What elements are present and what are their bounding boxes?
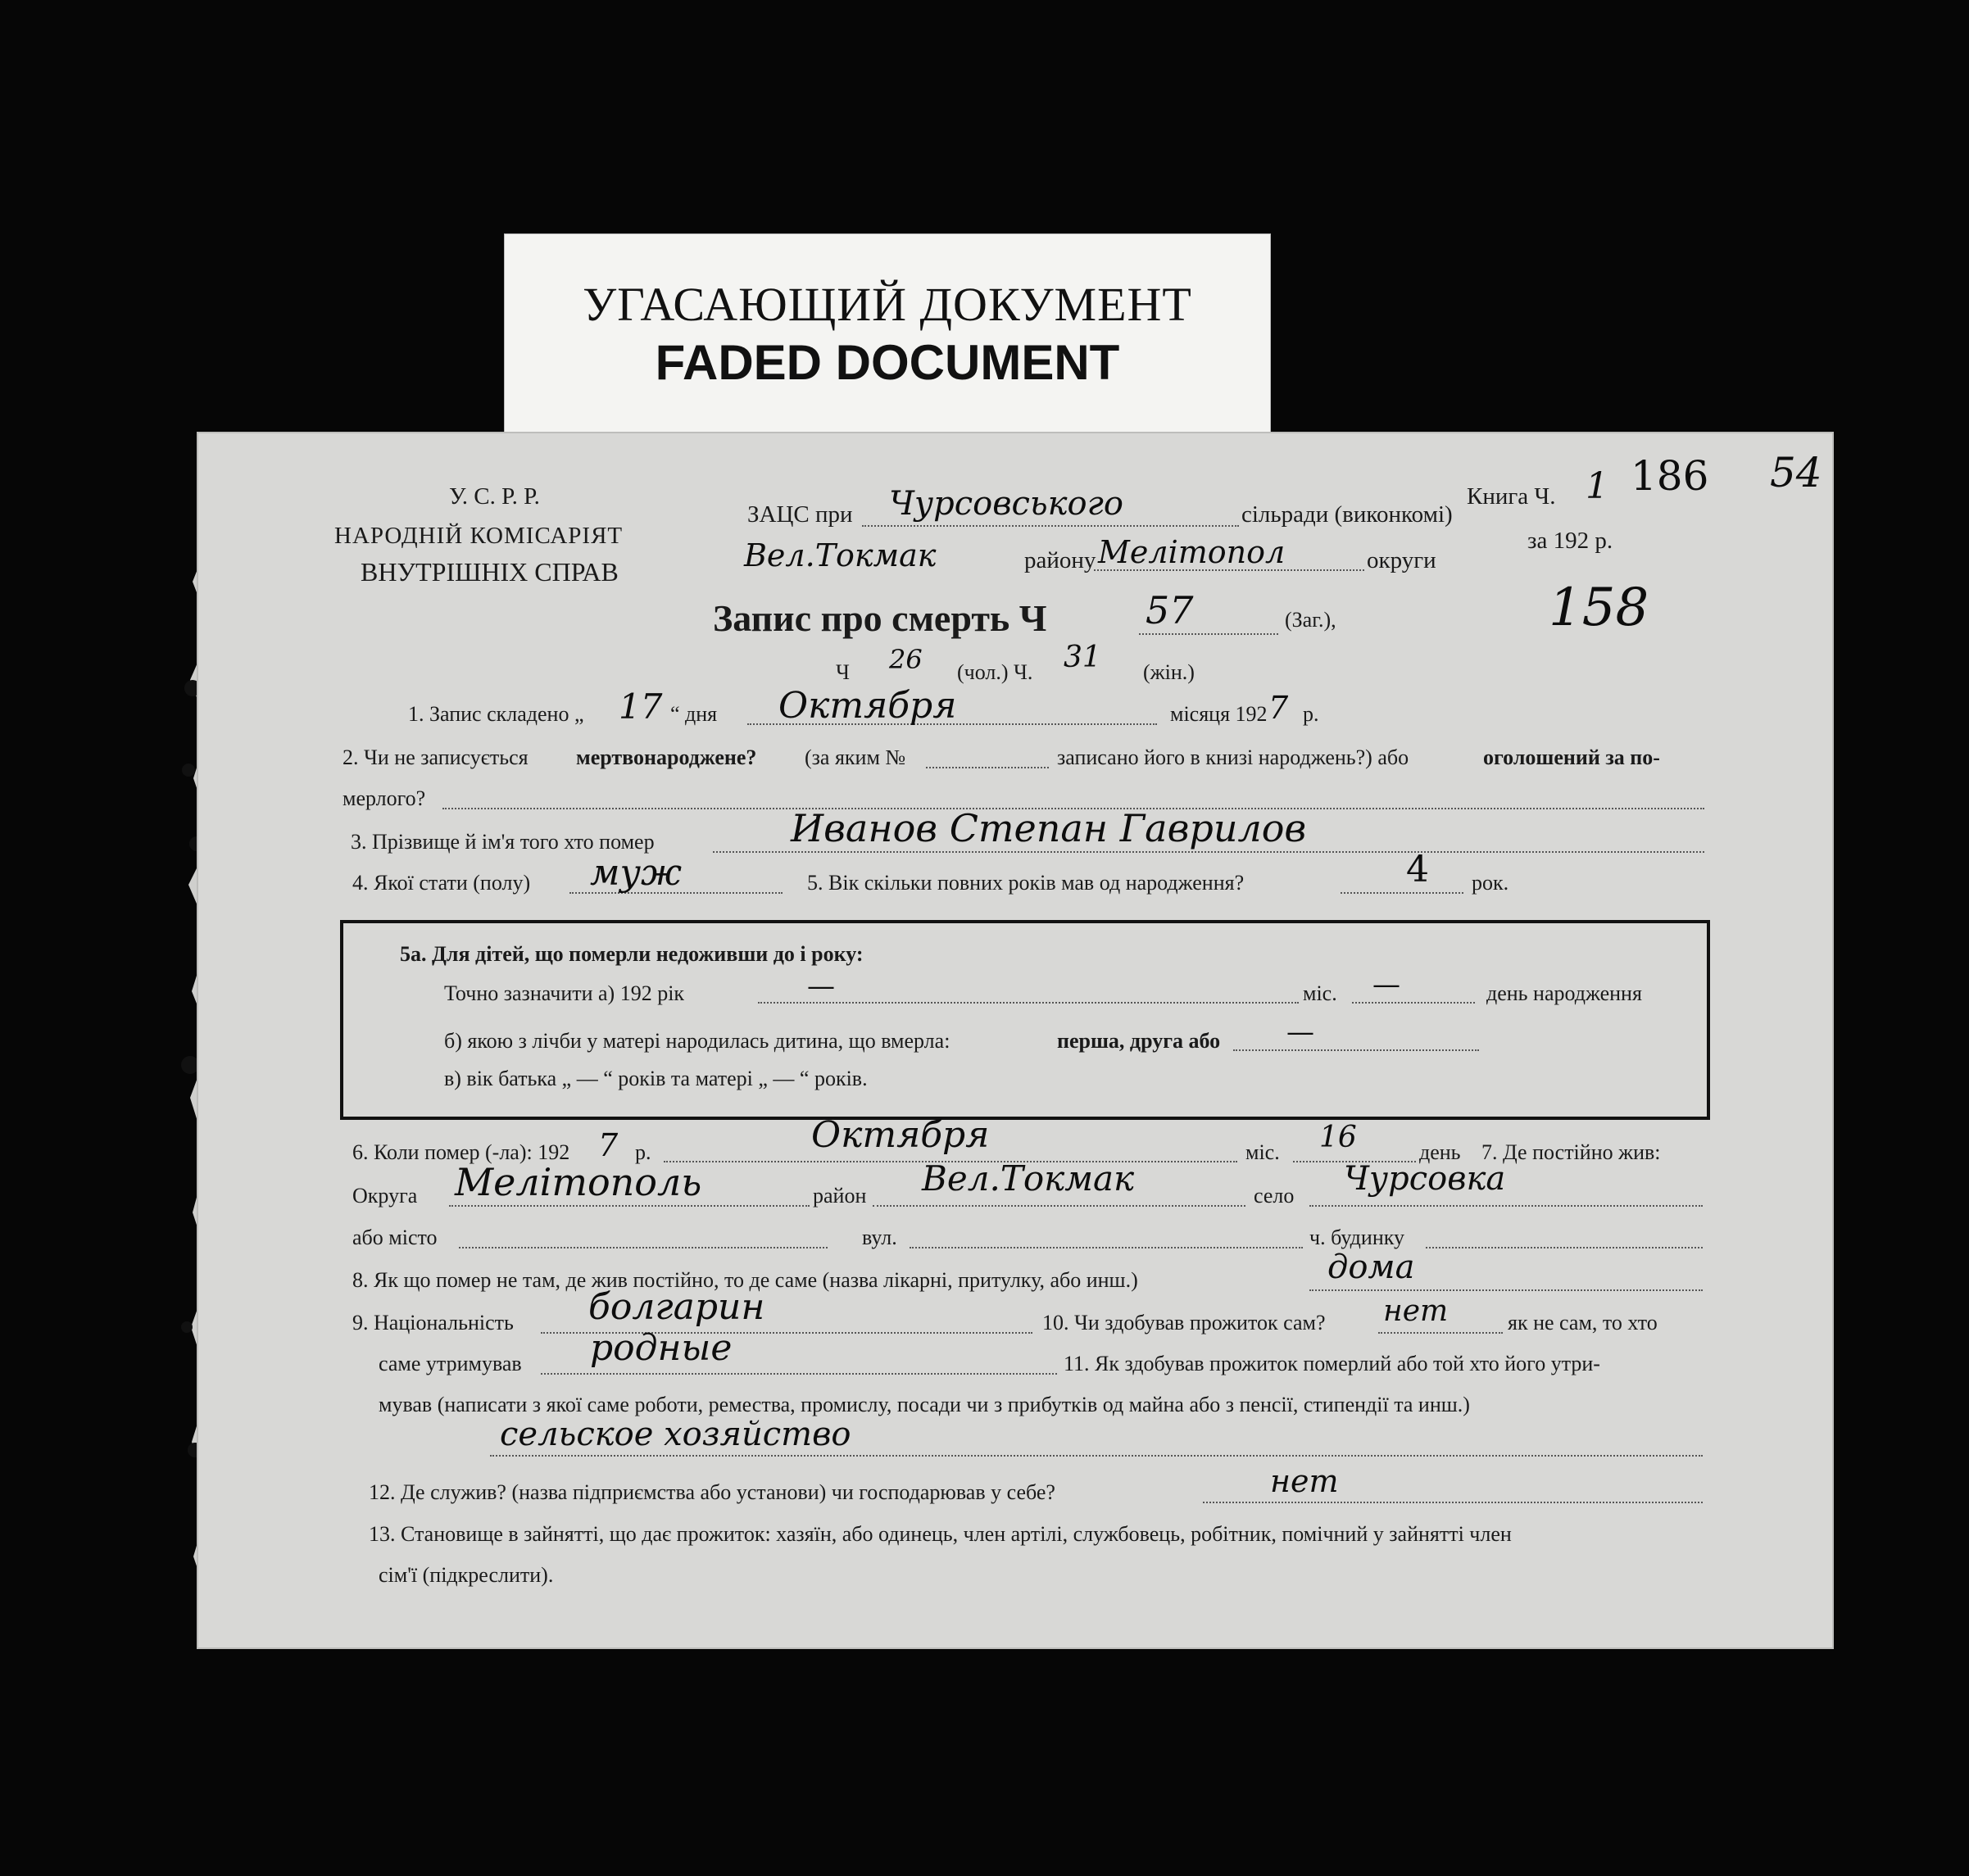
field-10-label: 10. Чи здобував прожиток сам? <box>1042 1311 1326 1334</box>
field-5-value: 4 <box>1406 849 1429 890</box>
field-9-label: 9. Національність <box>352 1311 514 1334</box>
silrady-label: сільради (виконкомі) <box>1241 501 1453 528</box>
field-1-year-suffix: р. <box>1303 702 1319 726</box>
field-12-line <box>1203 1501 1703 1503</box>
field-3-line <box>713 850 1704 853</box>
raion-value: Вел.Токмак <box>744 537 937 573</box>
header-ussr: У. С. Р. Р. <box>449 483 540 510</box>
faded-document-label <box>504 233 1271 440</box>
infant-section-heading: 5а. Для дітей, що померли недоживши до і року: <box>400 942 864 966</box>
field-2-label: 2. Чи не записується <box>343 745 529 769</box>
infant-birth-order: перша, друга або <box>1057 1029 1221 1053</box>
field-5-line <box>1341 891 1463 894</box>
zags-line <box>862 524 1239 527</box>
field-10-support-value: родные <box>590 1327 733 1369</box>
field-3-label: 3. Прізвище й ім'я того хто помер <box>351 830 655 854</box>
field-10-who-label: як не сам, то хто <box>1508 1311 1658 1334</box>
form-title: Запис про смерть Ч <box>713 597 1047 639</box>
field-4-label: 4. Якої стати (полу) <box>352 871 531 895</box>
title-suffix: (Заг.), <box>1285 608 1336 632</box>
infant-birth-label: день народження <box>1486 981 1642 1005</box>
field-10-support-label: саме утримував <box>379 1352 522 1375</box>
field-11-line <box>490 1454 1703 1457</box>
zags-value: Чурсовського <box>889 485 1123 523</box>
raion-line-7 <box>873 1204 1245 1207</box>
raion-label-7: район <box>813 1184 867 1208</box>
field-1-month: Октября <box>778 685 957 727</box>
field-6-year-suffix: р. <box>635 1140 651 1164</box>
infant-line-2-dots <box>1233 1049 1479 1051</box>
street-label: вул. <box>862 1226 897 1249</box>
female-count: 31 <box>1064 641 1101 674</box>
book-value: 1 <box>1586 465 1608 507</box>
header-commissariat: НАРОДНІЙ КОМІСАРІЯТ <box>334 523 624 549</box>
field-6-month: Октября <box>811 1114 990 1156</box>
book-label: Книга Ч. <box>1467 483 1556 510</box>
record-number: 57 <box>1146 588 1194 632</box>
field-7-label: 7. Де постійно жив: <box>1481 1140 1661 1164</box>
field-12-label: 12. Де служив? (назва підприємства або установи) чи господарював у себе? <box>369 1480 1055 1504</box>
okrug-label: округи <box>1367 547 1436 573</box>
field-6-month-label: міс. <box>1245 1140 1280 1164</box>
okruga-line <box>449 1204 810 1207</box>
male-suffix: (чол.) Ч. <box>957 660 1033 684</box>
raion-label: району <box>1024 547 1096 573</box>
field-8-label: 8. Як що помер не там, де жив постійно, то де саме (назва лікарні, притулку, або инш.) <box>352 1268 1138 1292</box>
record-number-line <box>1139 632 1278 635</box>
house-line <box>1426 1246 1703 1248</box>
infant-order-value: — <box>1286 1016 1314 1049</box>
field-1-year-label: місяця 192 <box>1170 702 1268 726</box>
field-2-number: (за яким № <box>805 745 906 769</box>
field-2-announced: оголошений за по- <box>1483 745 1660 769</box>
label-russian: УГАСАЮЩИЙ ДОКУМЕНТ <box>583 278 1192 331</box>
field-12-value: нет <box>1270 1463 1339 1499</box>
field-6-year: 7 <box>598 1127 619 1163</box>
field-1-year: 7 <box>1268 690 1289 726</box>
year-label: за 192 р. <box>1527 528 1613 554</box>
field-5-label: 5. Вік скільки повних років мав од народження? <box>807 871 1245 895</box>
selo-line <box>1309 1204 1703 1207</box>
corner-mark: 54 <box>1770 449 1822 496</box>
okruga-label: Округа <box>352 1184 418 1208</box>
field-8-line <box>1309 1289 1703 1291</box>
field-6-label: 6. Коли помер (-ла): 192 <box>352 1140 570 1164</box>
street-line <box>910 1246 1303 1248</box>
header-internal-affairs: ВНУТРІШНІХ СПРАВ <box>361 557 619 587</box>
male-label: Ч <box>836 660 850 684</box>
infant-line-1: Точно зазначити а) 192 рік <box>444 981 685 1005</box>
infant-month-label: міс. <box>1303 981 1337 1005</box>
label-english: FADED DOCUMENT <box>655 335 1120 390</box>
male-count: 26 <box>889 644 923 675</box>
okruga-value: Мелітополь <box>455 1160 702 1204</box>
misto-line <box>459 1246 828 1248</box>
zags-label: ЗАЦС при <box>747 501 853 528</box>
field-10-value: нет <box>1383 1294 1449 1328</box>
infant-month-value: — <box>1372 968 1400 1001</box>
field-5-unit: рок. <box>1472 871 1509 895</box>
house-label: ч. будинку <box>1309 1226 1404 1249</box>
raion-value-7: Вел.Токмак <box>922 1158 1135 1199</box>
infant-line-3: в) вік батька „ — “ років та матері „ — “ років. <box>444 1067 868 1090</box>
field-10-line <box>1378 1331 1503 1334</box>
field-8-value: дома <box>1327 1248 1415 1286</box>
field-13-label: 13. Становище в зайнятті, що дає прожиток: хазяїн, або одинець, член артілі, службовець, робітник, помічний у зайнятті член <box>369 1522 1512 1546</box>
infant-year-value: — <box>807 970 835 1003</box>
field-11-label-2: мував (написати з якої саме роботи, ремества, промислу, посади чи з прибутків од майна або з пенсії, стипендії та инш.) <box>379 1393 1470 1416</box>
okrug-value: Мелітопол <box>1098 534 1286 570</box>
infant-line-1-dots <box>758 1001 1299 1004</box>
field-2-line <box>926 766 1049 768</box>
field-11-value: сельское хозяйство <box>500 1416 851 1453</box>
field-1-day-suffix: “ дня <box>670 702 718 726</box>
field-6-day: 16 <box>1319 1121 1357 1154</box>
field-4-value: муж <box>590 852 683 894</box>
field-2-continued: мерлого? <box>343 786 426 810</box>
side-mark: 158 <box>1549 578 1649 638</box>
female-suffix: (жін.) <box>1143 660 1195 684</box>
selo-value: Чурсовка <box>1344 1160 1506 1198</box>
selo-label: село <box>1254 1184 1295 1208</box>
field-2-birthbook: записано його в книзі народжень?) або <box>1057 745 1409 769</box>
sheet-number: 186 <box>1631 452 1709 500</box>
field-13-label-2: сім'ї (підкреслити). <box>379 1563 554 1587</box>
infant-line-2: б) якою з лічби у матері народилась дитина, що вмерла: <box>444 1029 950 1053</box>
field-10-support-line <box>541 1372 1057 1375</box>
field-3-value: Иванов Степан Гаврилов <box>791 806 1307 850</box>
field-9-value: болгарин <box>588 1286 765 1328</box>
field-11-label: 11. Як здобував прожиток померлий або той хто його утри- <box>1064 1352 1600 1375</box>
field-1-label: 1. Запис складено „ <box>408 702 584 726</box>
field-2-stillborn: мертвонароджене? <box>576 745 757 769</box>
field-6-day-label: день <box>1419 1140 1461 1164</box>
infant-month-dots <box>1352 1001 1475 1004</box>
field-1-day: 17 <box>619 687 663 727</box>
misto-label: або місто <box>352 1226 438 1249</box>
